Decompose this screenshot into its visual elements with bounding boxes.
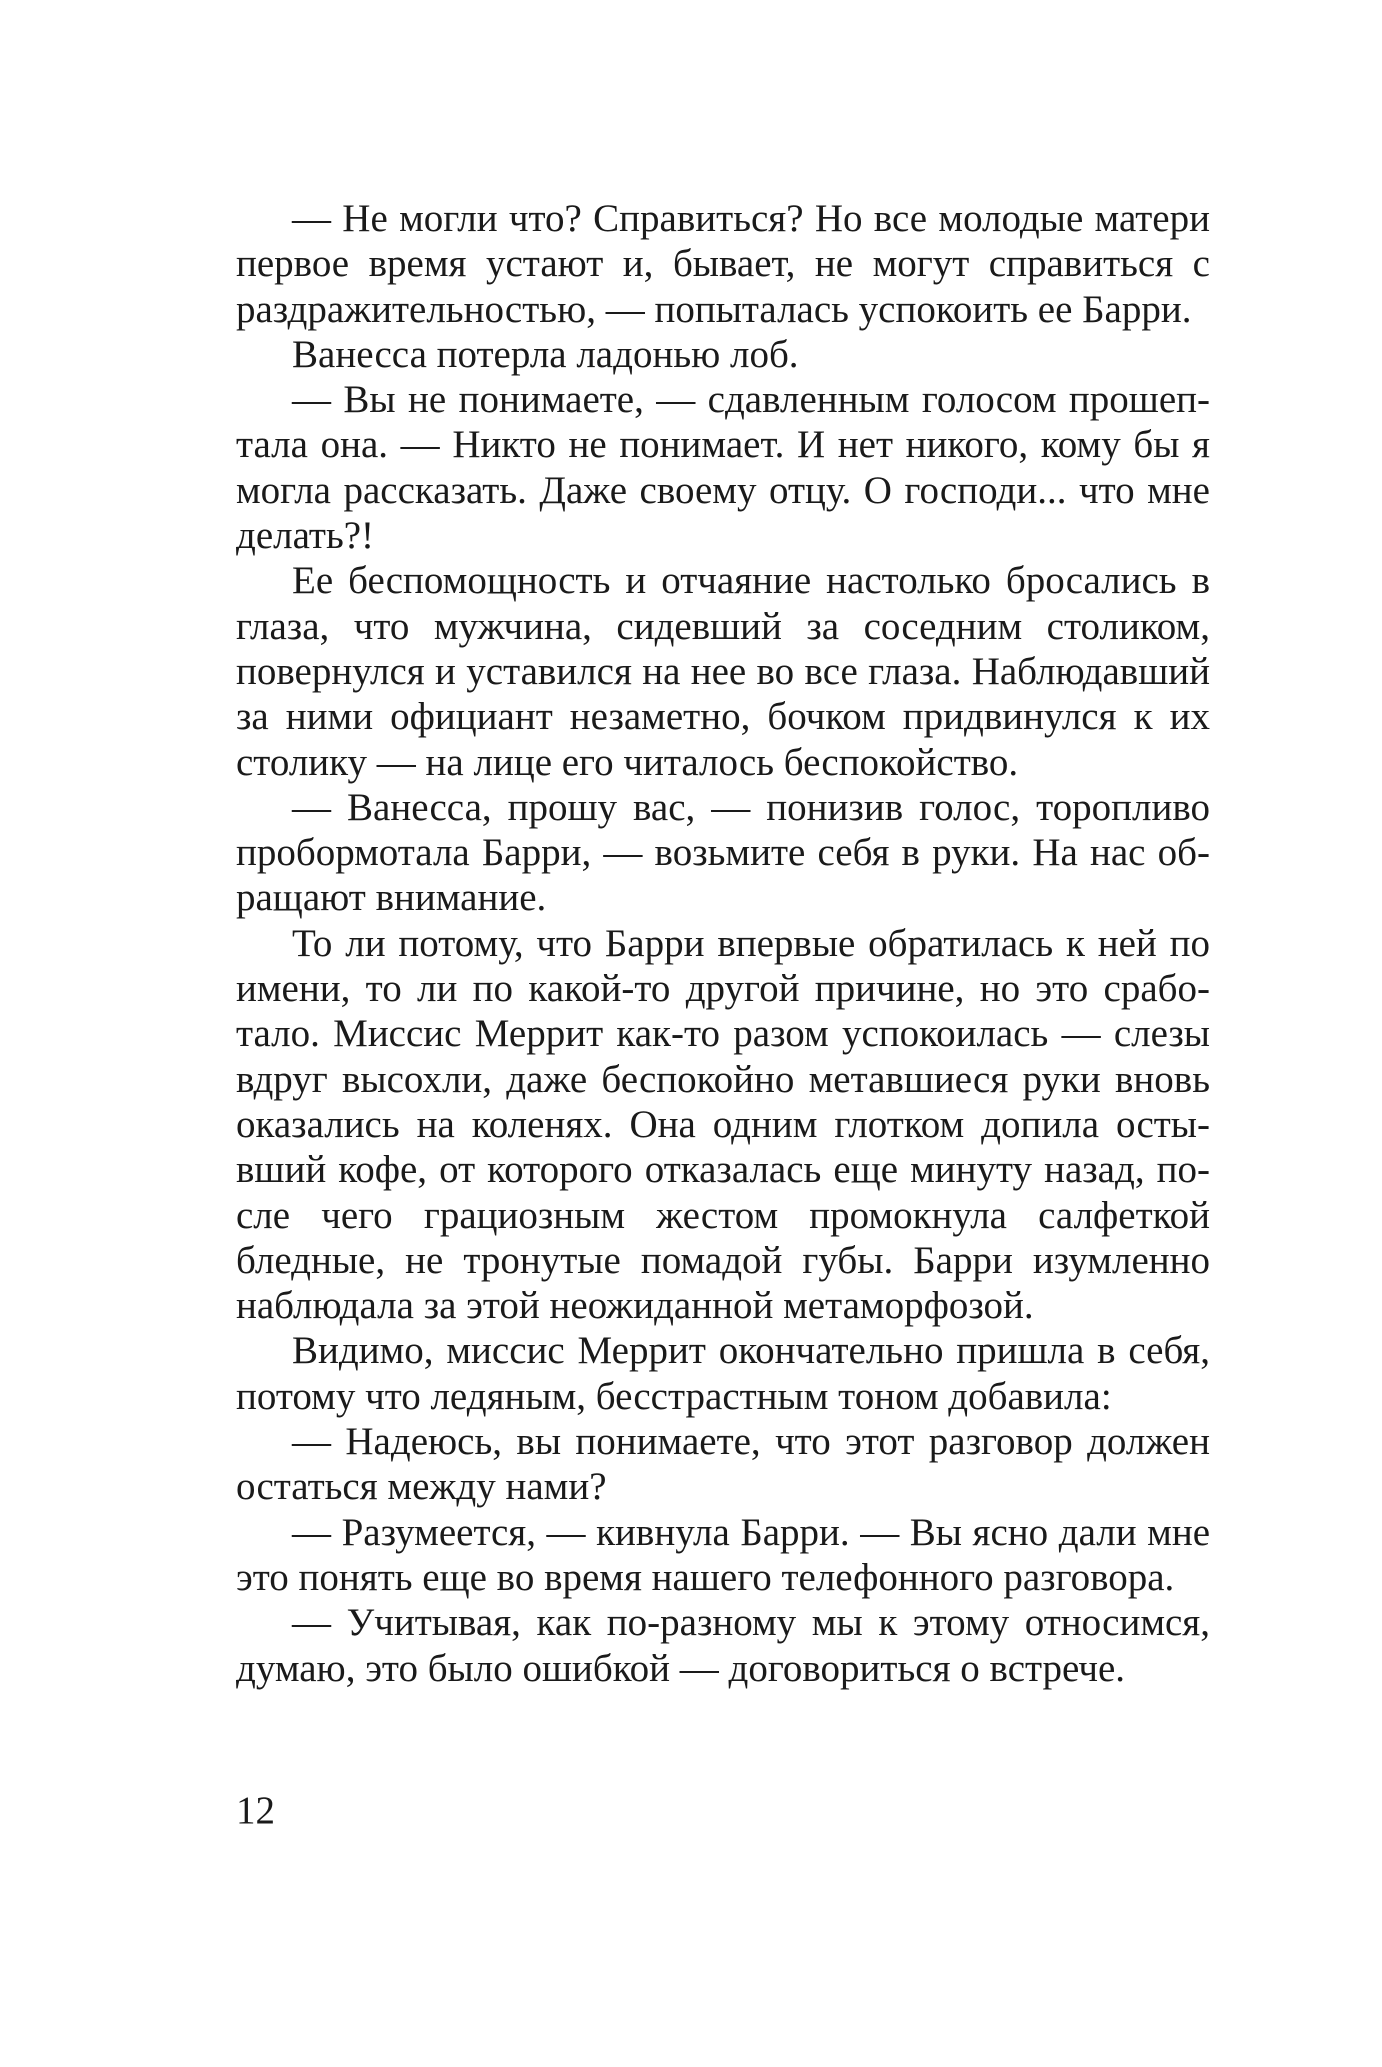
- paragraph: Ванесса потерла ладонью лоб.: [292, 332, 799, 376]
- paragraph: Видимо, миссис Меррит окончательно пришла в себя, потому что ледяным, бесстрастным тоном добавила:: [236, 1329, 1210, 1418]
- page-number: 12: [236, 1789, 275, 1832]
- paragraph: То ли потому, что Барри впервые обратилась к ней по имени, то ли по какой-то другой причине, но это сработало. Миссис Меррит как-то разом успокоилась — слезы вдруг высохли, даже беспокойно метавшиеся руки вновь оказались на коленях. Она одним глотком допила остывший кофе, от которого отказалась еще минуту назад, после чего грациозным жестом промокнула салфеткой бледные, не тронутые помадой губы. Барри изумленно наблюдала за этой неожиданной метаморфозой.: [236, 921, 1210, 1328]
- body-text: [236, 196, 1210, 1691]
- paragraph: — Вы не понимаете, — сдавленным голосом прошептала она. — Никто не понимает. И нет никого, кому бы я могла рассказать. Даже своему отцу. О господи... что мне делать?!: [236, 378, 1210, 558]
- paragraph: — Ванесса, прошу вас, — понизив голос, торопливо пробормотала Барри, — возьмите себя в руки. На нас обращают внимание.: [236, 785, 1210, 920]
- paragraph: — Учитывая, как по-разному мы к этому относимся, думаю, это было ошибкой — договориться о встрече.: [236, 1601, 1210, 1690]
- paragraph: — Разумеется, — кивнула Барри. — Вы ясно дали мне это понять еще во время нашего телефонного разговора.: [236, 1510, 1210, 1599]
- paragraph: — Не могли что? Справиться? Но все молодые матери первое время устают и, бывает, не могут справиться с раздражительностью, — попыталась успокоить ее Барри.: [236, 197, 1210, 331]
- paragraph: Ее беспомощность и отчаяние настолько бросались в глаза, что мужчина, сидевший за соседним столиком, повернулся и уставился на нее во все глаза. Наблюдавший за ними официант незаметно, бочком придвинулся к их столику — на лице его читалось беспокойство.: [236, 559, 1210, 784]
- paragraph: — Надеюсь, вы понимаете, что этот разговор должен остаться между нами?: [236, 1420, 1210, 1509]
